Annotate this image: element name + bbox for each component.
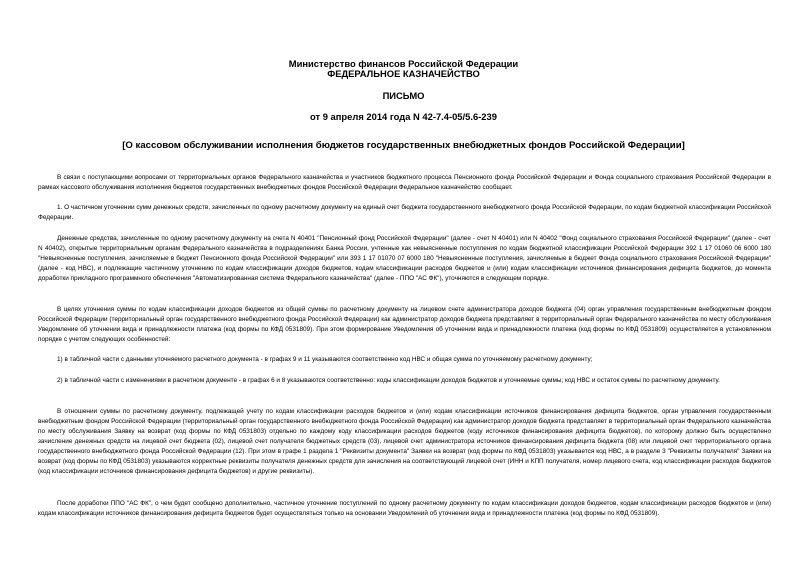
paragraph-section-1-title: 1. О частичном уточнении сумм денежных средств, зачисленных по одному расчетному документу на единый счет бюджета государственного внебюджетного фонда Российской Федерации, по кодам бюджетной классификации Российской Федерации.: [38, 204, 771, 221]
ministry-name: Министерство финансов Российской Федерации: [288, 58, 519, 69]
paragraph-item-2: 2) в табличной части с изменениями в расчетном документе - в графах 6 и 8 указываются соответственно: коды классификации доходов бюджетов и уточняемые суммы; код НВС и остаток суммы по расчетному документу.: [57, 377, 720, 384]
document-subject: [О кассовом обслуживании исполнения бюджетов государственных внебюджетных фондов Российской Федерации]: [122, 140, 685, 151]
paragraph-expenditure-refund: В отношении суммы по расчетному документу, подлежащей учету по кодам классификации расходов бюджетов и (или) кодам классификации источников финансирования дефицита бюджетов, орган управления государственным внебюджетным фондом Российской Федерации (территориальный орган государственного внебюджетного фонда Российской Федерации) как администратор доходов бюджета представляет в территориальный орган Федерального казначейства по месту обслуживания Заявку на возврат (код формы по КФД 0531803) отдельно по каждому коду классификации расходов бюджетов (коду источников финансирования дефицита бюджетов), по которому должно быть осуществлено зачисление денежных средств на лицевой счет бюджета (02), лицевой счет получателя бюджетных средств (03), лицевой счет администратора источников финансирования дефицита бюджета (08) или лицевой счет территориального органа государственного внебюджетного фонда Российской Федерации (12). При этом в графе 1 раздела 1 "Реквизиты документа" Заявки на возврат (код формы по КФД 0531803) указывается код НВС, а в разделе 3 "Реквизиты получателя" Заявки на возврат (код формы по КФД 0531803) указываются корректные реквизиты получателя денежных средств для зачисления на соответствующий лицевой счет (ИНН и КПП получателя, номер лицевого счета, код классификации расходов бюджетов (код классификации источников финансирования дефицита бюджетов) и другие реквизиты).: [38, 408, 771, 475]
paragraph-item-1: 1) в табличной части с данными уточняемого расчетного документа - в графах 9 и 11 указываются соответственно код НВС и общая сумма по уточняемому расчетному документу;: [57, 356, 593, 363]
treasury-name: ФЕДЕРАЛЬНОЕ КАЗНАЧЕЙСТВО: [327, 68, 480, 79]
document-date-number: от 9 апреля 2014 года N 42-7.4-05/5.6-239: [310, 111, 497, 122]
paragraph-intro: В связи с поступающими вопросами от территориальных органов Федерального казначейства и участников бюджетного процесса Пенсионного фонда Российской Федерации и Фонда социального страхования Российской Федерации в рамках кассового обслуживания исполнения бюджетов государственных внебюджетных фондов Российской Федерации Федеральное казначейство сообщает.: [38, 174, 771, 191]
paragraph-after-upgrade: После доработки ППО "АС ФК", о чем будет сообщено дополнительно, частичное уточнение поступлений по одному расчетному документу по кодам классификации доходов бюджетов, кодам классификации расходов бюджетов и (или) кодам классификации источников финансирования дефицита бюджетов будет осуществляться только на основании Уведомлений об уточнении вида и принадлежности платежа (код формы по КФД 0531809).: [38, 500, 771, 517]
paragraph-funds-accounts: Денежные средства, зачисленные по одному расчетному документу на счета N 40401 "Пенсионный фонд Российской Федерации" (далее - счет N 40401) или N 40402 "Фонд социального страхования Российской Федерации" (далее - счет N 40402), открытые территориальным органам Федерального казначейства в подразделениях Банка России, учтенные как невыясненные поступления по кодам бюджетной классификации Российской Федерации 392 1 17 01060 06 6000 180 "Невыясненные поступления, зачисляемые в бюджет Пенсионного фонда Российской Федерации" или 393 1 17 01070 07 6000 180 "Невыясненные поступления, зачисляемые в бюджет Фонда социального страхования Российской Федерации" (далее - код НВС), и подлежащие частичному уточнению по кодам классификации доходов бюджетов, кодам классификации расходов бюджетов и (или) кодам классификации источников финансирования дефицита бюджетов, до момента доработки прикладного программного обеспечения "Автоматизированная система Федерального казначейства" (далее - ППО "АС ФК"), уточняются в следующем порядке.: [38, 235, 771, 282]
document-type: ПИСЬМО: [382, 90, 425, 101]
paragraph-revenue-clarification: В целях уточнения суммы по кодам классификации доходов бюджетов из общей суммы по расчетному документу на лицевом счете администратора доходов бюджета (04) орган управления государственным внебюджетным фондом Российской Федерации (территориальный орган государственного внебюджетного фонда Российской Федерации) как администратор доходов бюджета представляет в территориальный орган Федерального казначейства по месту обслуживания Уведомление об уточнении вида и принадлежности платежа (код формы по КФД 0531809). При этом формирование Уведомления об уточнении вида и принадлежности платежа (код формы по КФД 0531809) осуществляется в установленном порядке с учетом следующих особенностей:: [38, 306, 771, 343]
